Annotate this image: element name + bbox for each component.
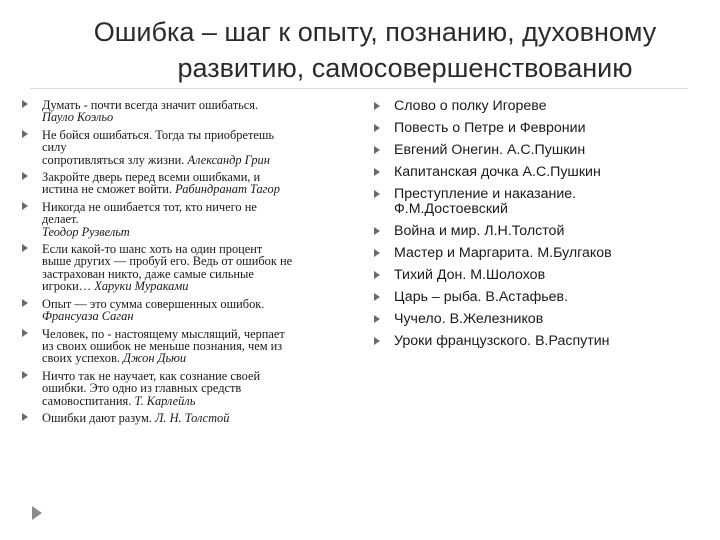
quote-item-text-line: застрахован никто, даже самые сильные: [42, 266, 254, 281]
quote-author: Харуки Мураками: [94, 279, 189, 294]
work-item-text-line: Царь – рыба. В.Астафьев.: [394, 289, 569, 305]
triangle-bullet-icon: [22, 329, 28, 337]
quote-item-text-line: делает.: [42, 212, 79, 227]
quote-item-text-line: Никогда не ошибается тот, кто ничего не: [42, 199, 257, 214]
quotes-list: [20, 99, 360, 429]
quote-item-text-line: самовоспитания.: [42, 393, 132, 408]
quote-item-text-line: Не бойся ошибаться. Тогда ты приобретешь: [42, 127, 275, 142]
play-arrow-icon[interactable]: [32, 506, 42, 520]
quote-item-text-line: из своих ошибок не меньше познания, чем из: [42, 338, 283, 353]
quote-item-text-line: Если какой-то шанс хоть на один процент: [42, 242, 263, 257]
quote-author: Л. Н. Толстой: [155, 410, 230, 425]
work-item-text-line: Уроки французского. В.Распутин: [394, 333, 610, 349]
quote-item-text-line: Ошибки дают разум.: [42, 410, 152, 425]
title-line-1: Ошибка – шаг к опыту, познанию, духовному: [93, 17, 657, 47]
work-item: [372, 246, 702, 261]
quote-item-text-line: ошибки. Это одно из главных средств: [42, 381, 242, 396]
quote-item: [20, 99, 360, 124]
triangle-bullet-icon: [374, 227, 380, 235]
work-item: [372, 121, 702, 136]
triangle-bullet-icon: [374, 271, 380, 279]
triangle-bullet-icon: [374, 190, 380, 198]
triangle-bullet-icon: [22, 244, 28, 252]
work-item: [372, 143, 702, 158]
work-item-text-line: Капитанская дочка А.С.Пушкин: [394, 164, 601, 180]
triangle-bullet-icon: [22, 299, 28, 307]
quote-item: [20, 412, 360, 424]
quote-item-text-line: выше других — пробуй его. Ведь от ошибок не: [42, 254, 293, 269]
work-item: [372, 224, 702, 239]
quote-author: Теодор Рузвельт: [42, 224, 130, 239]
quote-item-text-line: истина не сможет войти.: [42, 182, 173, 197]
quote-item-text-line: Опыт — это сумма совершенных ошибок.: [42, 296, 265, 311]
quote-item-text-line: Думать - почти всегда значит ошибаться.: [42, 98, 259, 112]
work-item-text-line: Слово о полку Игореве: [394, 98, 547, 114]
triangle-bullet-icon: [374, 168, 380, 176]
triangle-bullet-icon: [22, 130, 28, 138]
quote-author: Пауло Коэльо: [42, 110, 114, 125]
work-item: [372, 312, 702, 327]
work-item-text-line: Чучело. В.Железников: [394, 311, 544, 327]
work-item-text-line: Война и мир. Л.Н.Толстой: [394, 223, 565, 239]
quote-item-text-line: Закройте дверь перед всеми ошибками, и: [42, 170, 261, 185]
quote-item: [20, 370, 360, 407]
quote-item: [20, 328, 360, 365]
quote-item-text-line: Ничто так не научает, как сознание своей: [42, 368, 261, 383]
triangle-bullet-icon: [22, 172, 28, 180]
triangle-bullet-icon: [374, 337, 380, 345]
work-item-text-line: Тихий Дон. М.Шолохов: [394, 267, 546, 283]
quote-author: Рабиндранат Тагор: [175, 182, 280, 197]
triangle-bullet-icon: [374, 293, 380, 301]
triangle-bullet-icon: [374, 315, 380, 323]
quote-item-text-line: сопротивляться злу жизни.: [42, 152, 185, 167]
quote-author: Т. Карлейль: [134, 393, 196, 408]
work-item-text-line: Евгений Онегин. А.С.Пушкин: [394, 142, 586, 158]
work-item-text-line: Ф.М.Достоевский: [394, 201, 508, 217]
works-list: [372, 99, 702, 356]
work-item-text-line: Мастер и Маргарита. М.Булгаков: [394, 245, 612, 261]
quote-item-text-line: своих успехов.: [42, 351, 120, 366]
work-item: [372, 99, 702, 114]
quote-author: Франсуаза Саган: [42, 309, 134, 324]
work-item-text-line: Преступление и наказание.: [394, 186, 577, 202]
quote-item: [20, 243, 360, 293]
title-line-2: развитию, самосовершенствованию: [177, 53, 633, 83]
quote-item-text-line: силу: [42, 140, 67, 155]
work-item: [372, 187, 702, 217]
work-item: [372, 290, 702, 305]
triangle-bullet-icon: [374, 146, 380, 154]
triangle-bullet-icon: [22, 100, 28, 108]
title-divider: [30, 88, 688, 89]
quote-item: [20, 201, 360, 238]
work-item-text-line: Повесть о Петре и Февронии: [394, 120, 586, 136]
quote-item-text-line: игроки…: [42, 279, 92, 294]
work-item: [372, 268, 702, 283]
quote-item-text-line: Человек, по - настоящему мыслящий, черпает: [42, 326, 285, 341]
triangle-bullet-icon: [22, 371, 28, 379]
triangle-bullet-icon: [374, 102, 380, 110]
triangle-bullet-icon: [22, 413, 28, 421]
quote-author: Джон Дьюи: [123, 351, 187, 366]
quote-author: Александр Грин: [187, 152, 270, 167]
work-item: [372, 334, 702, 349]
quote-item: [20, 171, 360, 196]
quote-item: [20, 129, 360, 166]
triangle-bullet-icon: [22, 202, 28, 210]
slide-title: [40, 14, 710, 86]
triangle-bullet-icon: [374, 124, 380, 132]
work-item: [372, 165, 702, 180]
quote-item: [20, 298, 360, 323]
triangle-bullet-icon: [374, 249, 380, 257]
